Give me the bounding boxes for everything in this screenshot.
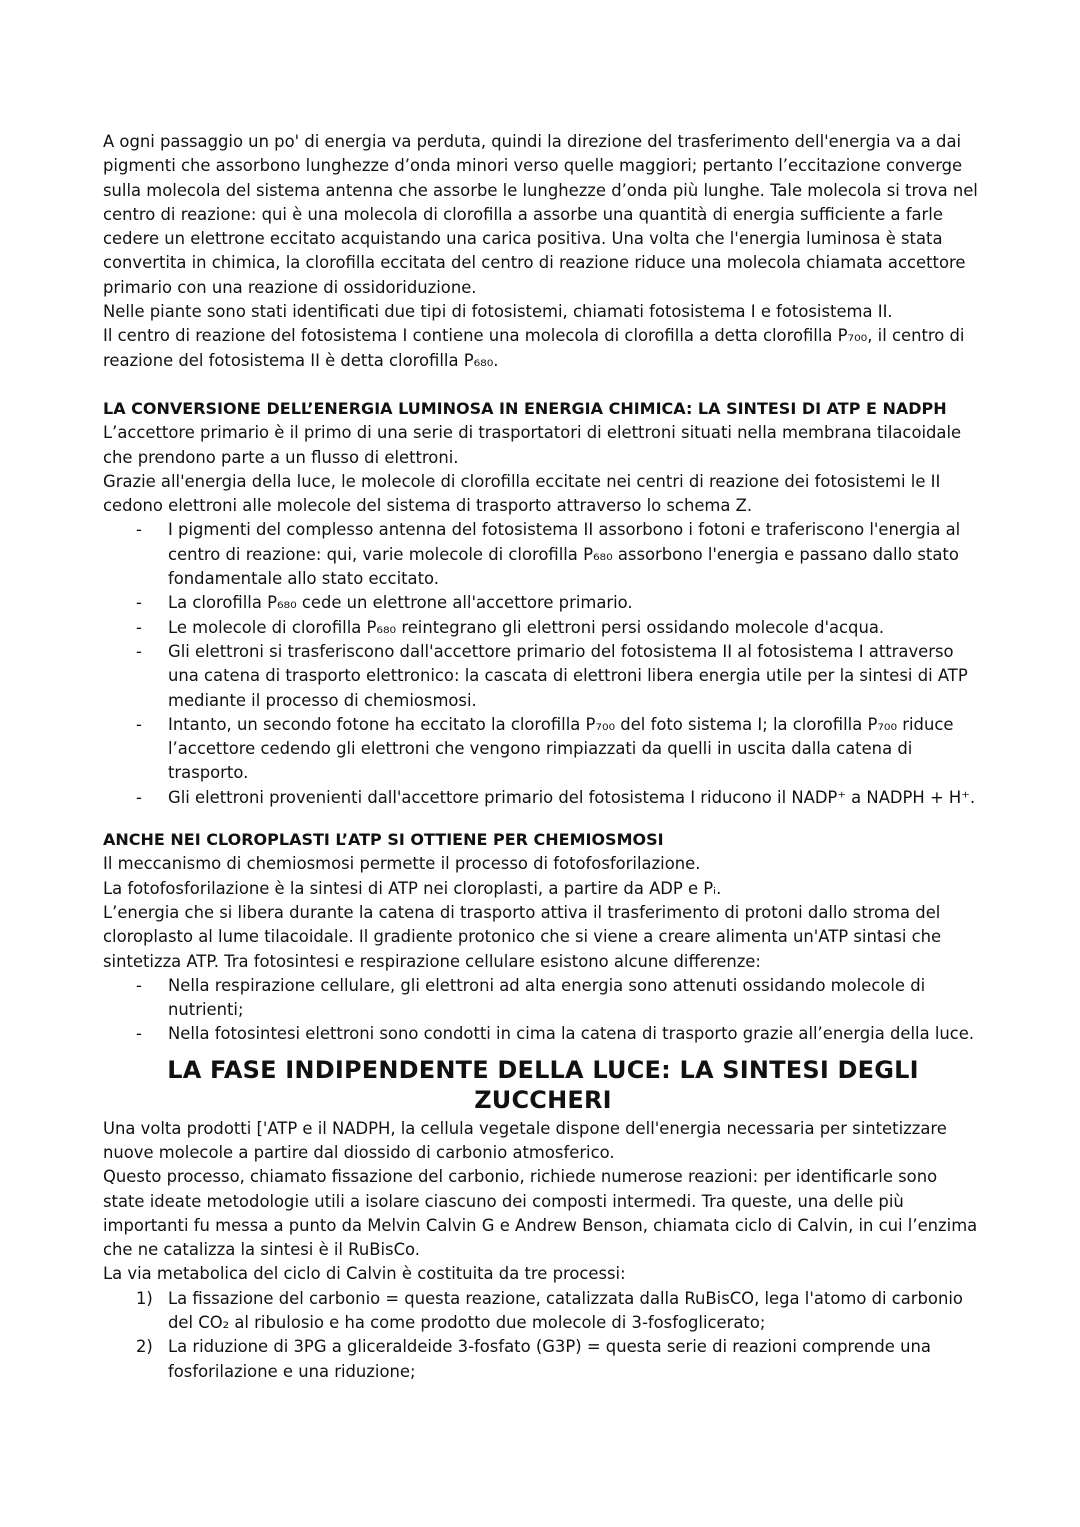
reaction-center-paragraph: Il centro di reazione del fotosistema I contiene una molecola di clorofilla a detta clorofilla P₇₀₀, il centro di reazione del fotosistema II è detta clorofilla P₆₈₀.	[103, 326, 965, 370]
item-text: La fissazione del carbonio = questa reazione, catalizzata dalla RuBisCO, lega l'atomo di carbonio del CO₂ al ribulosio e ha come prodotto due molecole di 3-fosfoglicerato;	[168, 1288, 963, 1333]
section-heading-chemiosmosis: ANCHE NEI CLOROPLASTI L’ATP SI OTTIENE PER CHEMIOSMOSI	[103, 830, 664, 850]
section-heading-atp-nadph: LA CONVERSIONE DELL’ENERGIA LUMINOSA IN ENERGIA CHIMICA: LA SINTESI DI ATP E NADPH	[103, 398, 947, 418]
section-title-calvin-cycle: LA FASE INDIPENDENTE DELLA LUCE: LA SINTESI DEGLI ZUCCHERI	[167, 1055, 919, 1114]
list-item: - Gli elettroni si trasferiscono dall'accettore primario del fotosistema II al fotosistema I attraverso una catena di trasporto elettronico: la cascata di elettroni libera energia utile per la sintesi di ATP mediante il processo di chemiosmosi.	[103, 640, 983, 713]
list-item: - Intanto, un secondo fotone ha eccitato la clorofilla P₇₀₀ del foto sistema I; la clorofilla P₇₀₀ riduce l’accettore cedendo gli elettroni che vengono rimpiazzati da quelli in uscita dalla catena di trasporto.	[103, 713, 983, 786]
numbered-item	[103, 1335, 983, 1384]
list-item: - Nella respirazione cellulare, gli elettroni ad alta energia sono attenuti ossidando molecole di nutrienti;	[103, 974, 983, 1023]
paragraph: La fotofosforilazione è la sintesi di ATP nei cloroplasti, a partire da ADP e Pᵢ.	[103, 878, 722, 898]
paragraph: L’energia che si libera durante la catena di trasporto attiva il trasferimento di protoni dallo stroma del cloroplasto al lume tilacoidale. Il gradiente protonico che si viene a creare alimenta un'ATP sintasi che sintetizza ATP. Tra fotosintesi e respirazione cellulare esistono alcune differenze:	[103, 902, 942, 971]
paragraph: L’accettore primario è il primo di una serie di trasportatori di elettroni situati nella membrana tilacoidale che prendono parte a un flusso di elettroni.	[103, 423, 962, 467]
list-item: - Le molecole di clorofilla P₆₈₀ reintegrano gli elettroni persi ossidando molecole d'acqua.	[103, 616, 983, 640]
list-item: - La clorofilla P₆₈₀ cede un elettrone all'accettore primario.	[103, 591, 983, 615]
paragraph: Il meccanismo di chemiosmosi permette il processo di fotofosforilazione.	[103, 854, 701, 874]
numbered-item	[103, 1287, 983, 1336]
calvin-processes-list	[103, 1287, 983, 1384]
photosystems-paragraph: Nelle piante sono stati identificati due tipi di fotosistemi, chiamati fotosistema I e fotosistema II.	[103, 302, 893, 322]
item-text: La riduzione di 3PG a gliceraldeide 3-fosfato (G3P) = questa serie di reazioni comprende una fosforilazione e una riduzione;	[168, 1337, 931, 1381]
paragraph: La via metabolica del ciclo di Calvin è costituita da tre processi:	[103, 1264, 626, 1284]
list-item: - I pigmenti del complesso antenna del fotosistema II assorbono i fotoni e traferiscono l'energia al centro di reazione: qui, varie molecole di clorofilla P₆₈₀ assorbono l'energia e passano dallo stato fondamentale allo stato eccitato.	[103, 518, 983, 591]
document-body	[103, 130, 983, 1384]
paragraph: Grazie all'energia della luce, le molecole di clorofilla eccitate nei centri di reazione dei fotosistemi le II cedono elettroni alle molecole del sistema di trasporto attraverso lo schema Z.	[103, 471, 941, 516]
list-item: - Nella fotosintesi elettroni sono condotti in cima la catena di trasporto grazie all’energia della luce.	[103, 1022, 983, 1046]
differences-list	[103, 974, 983, 1047]
paragraph: Una volta prodotti ['ATP e il NADPH, la cellula vegetale dispone dell'energia necessaria per sintetizzare nuove molecole a partire dal diossido di carbonio atmosferico.	[103, 1118, 947, 1162]
item-number: 2)	[136, 1337, 153, 1357]
intro-paragraph: A ogni passaggio un po' di energia va perduta, quindi la direzione del trasferimento dell'energia va a dai pigmenti che assorbono lunghezze d’onda minori verso quelle maggiori; pertanto l’eccitazione converge sulla molecola del sistema antenna che assorbe le lunghezze d’onda più lunghe. Tale molecola si trova nel centro di reazione: qui è una molecola di clorofilla a assorbe una quantità di energia sufficiente a farle cedere un elettrone eccitato acquistando una carica positiva. Una volta che l'energia luminosa è stata convertita in chimica, la clorofilla eccitata del centro di reazione riduce una molecola chiamata accettore primario con una reazione di ossidoriduzione.	[103, 132, 978, 297]
list-item: - Gli elettroni provenienti dall'accettore primario del fotosistema I riducono il NADP⁺ a NADPH + H⁺.	[103, 786, 983, 810]
paragraph: Questo processo, chiamato fissazione del carbonio, richiede numerose reazioni: per identificarle sono state ideate metodologie utili a isolare ciascuno dei composti intermedi. Tra queste, una delle più importanti fu messa a punto da Melvin Calvin G e Andrew Benson, chiamata ciclo di Calvin, in cui l’enzima che ne catalizza la sintesi è il RuBisCo.	[103, 1167, 978, 1260]
z-scheme-steps-list	[103, 518, 983, 810]
item-number: 1)	[136, 1288, 153, 1308]
